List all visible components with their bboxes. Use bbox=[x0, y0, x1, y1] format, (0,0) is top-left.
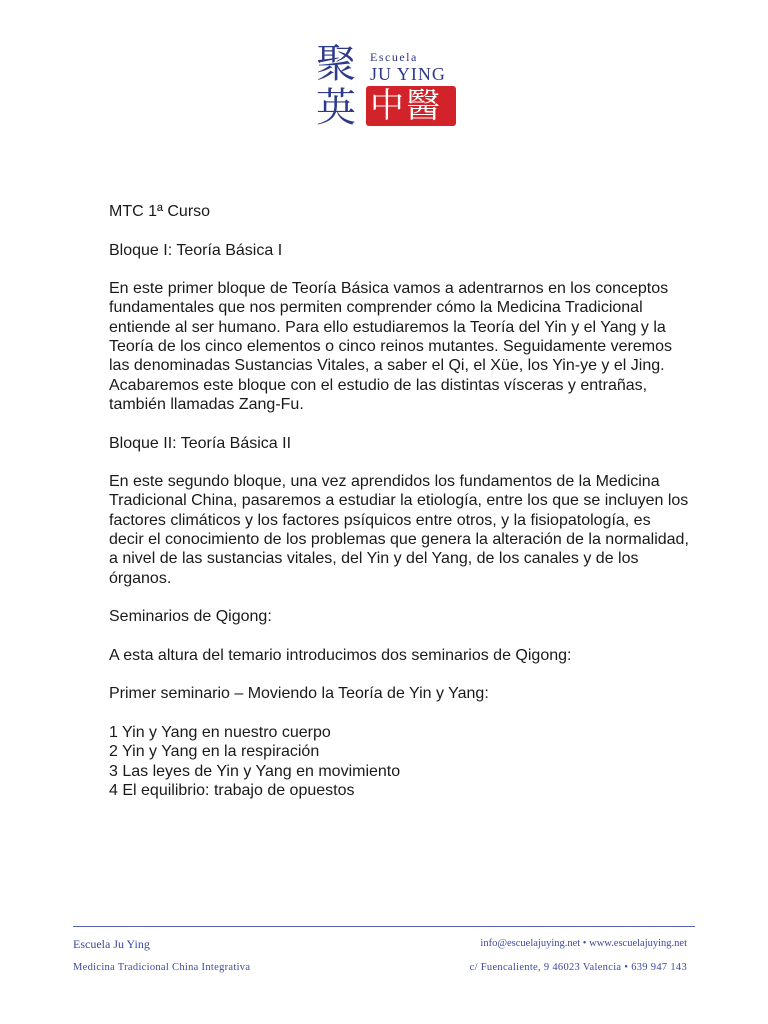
footer-contact: info@escuelajuying.net • www.escuelajuying.net bbox=[480, 938, 687, 949]
seminar1-list bbox=[109, 723, 689, 800]
block1-paragraph: En este primer bloque de Teoría Básica vamos a adentrarnos en los conceptos fundamentales que nos permiten comprender cómo la Medicina Tradicional entiende al ser humano. Para ello estudiaremos la Teoría del Yin y el Yang y la Teoría de los cinco elementos o cinco reinos mutantes. Seguidamente veremos las denominadas Sustancias Vitales, a saber el Qi, el Xüe, los Yin-ye y el Jing. Acabaremos este bloque con el estudio de las distintas vísceras y entrañas, también llamadas Zang-Fu. bbox=[109, 280, 672, 413]
logo-escuela: Escuela bbox=[370, 50, 418, 64]
logo-name: JU YING bbox=[370, 64, 446, 84]
list-item: 4 El equilibrio: trabajo de opuestos bbox=[109, 781, 355, 799]
footer-tagline: Medicina Tradicional China Integrativa bbox=[73, 962, 251, 973]
block2-title: Bloque II: Teoría Básica II bbox=[109, 434, 292, 452]
seminars-title: Seminarios de Qigong: bbox=[109, 608, 272, 626]
school-logo bbox=[316, 42, 456, 132]
list-item: 3 Las leyes de Yin y Yang en movimiento bbox=[109, 762, 401, 780]
list-item: 2 Yin y Yang en la respiración bbox=[109, 743, 320, 761]
seminars-intro: A esta altura del temario introducimos dos seminarios de Qigong: bbox=[109, 646, 572, 664]
course-title: MTC 1ª Curso bbox=[109, 203, 211, 220]
list-item: 1 Yin y Yang en nuestro cuerpo bbox=[109, 724, 331, 742]
logo-red-text: 中醫 bbox=[370, 86, 442, 126]
logo-hanzi-bottom: 英 bbox=[316, 85, 356, 131]
seminar1-title: Primer seminario – Moviendo la Teoría de Yin y Yang: bbox=[109, 685, 489, 703]
block1-title: Bloque I: Teoría Básica I bbox=[109, 241, 283, 259]
footer-divider bbox=[73, 926, 695, 927]
footer-school-name: Escuela Ju Ying bbox=[73, 937, 150, 951]
block2-paragraph: En este segundo bloque, una vez aprendidos los fundamentos de la Medicina Tradicional China, pasaremos a estudiar la etiología, entre los que se incluyen los factores climáticos y los factores psíquicos entre otros, y la fisiopatología, es decir el conocimiento de los problemas que genera la alteración de la normalidad, a nivel de las sustancias vitales, del Yin y del Yang, de los canales y de los órganos. bbox=[109, 473, 689, 587]
logo-hanzi-top: 聚 bbox=[316, 41, 356, 87]
document-body bbox=[109, 202, 689, 800]
footer-address: c/ Fuencaliente, 9 46023 Valencia • 639 947 143 bbox=[469, 962, 687, 973]
